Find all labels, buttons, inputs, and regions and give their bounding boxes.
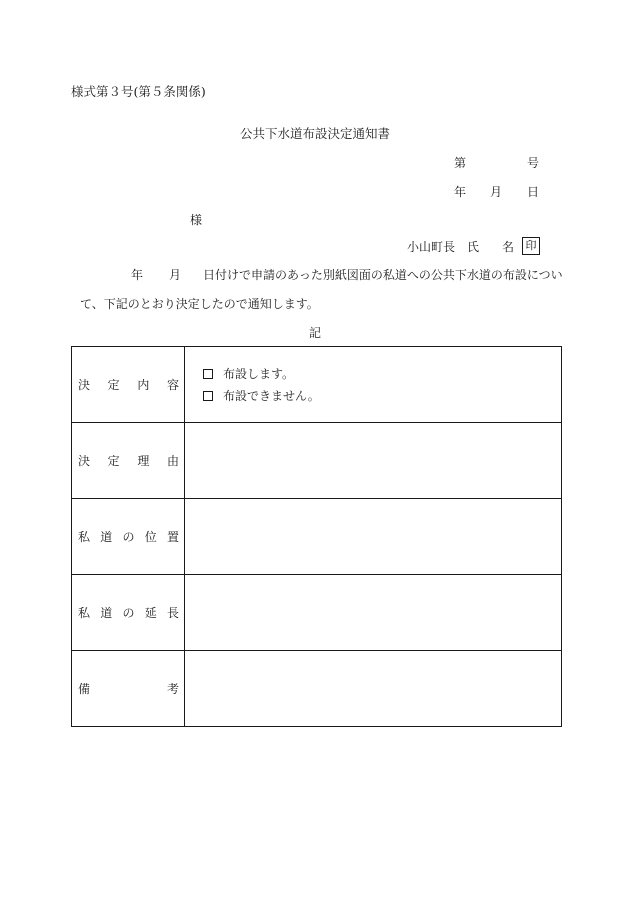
location-value-cell[interactable] [185,499,562,575]
label-char: 延 [144,606,157,620]
number-prefix: 第 [454,156,467,170]
row-label-location [72,499,185,575]
issuer-title: 小山町長 氏 [407,240,480,254]
label-char: 定 [107,454,120,468]
label-char: 決 [78,378,91,392]
table-row-remarks [72,651,562,727]
label-char: 定 [107,378,120,392]
detail-table [71,346,562,727]
label-char: 容 [166,378,179,392]
label-char: 位 [144,530,157,544]
label-char: 長 [166,606,179,620]
row-label-length [72,575,185,651]
label-char: 私 [78,606,91,620]
decision-value-cell [185,347,562,423]
row-label-reason [72,423,185,499]
label-char: の [122,606,135,620]
table-row-length [72,575,562,651]
length-value-cell[interactable] [185,575,562,651]
remarks-value-cell[interactable] [185,651,562,727]
issuer-name-label: 名 [502,240,515,254]
ki-heading: 記 [308,326,321,340]
body-month-label: 月 [169,268,182,282]
row-label-remarks [72,651,185,727]
label-char: 内 [137,378,150,392]
body-text-line2: て、下記のとおり決定したので通知します。 [80,297,319,311]
table-row-reason [72,423,562,499]
date-month-label: 月 [490,185,503,199]
label-char: 置 [166,530,179,544]
label-char: 決 [78,454,91,468]
label-char: 備 [78,682,91,696]
option-lay[interactable] [185,363,561,385]
row-label-decision [72,347,185,423]
table-row-decision [72,347,562,423]
body-year-label: 年 [131,268,144,282]
table-row-location [72,499,562,575]
option-lay-label: 布設します。 [223,366,295,381]
label-char: 由 [166,454,179,468]
seal-mark: 印 [522,237,540,255]
body-text-line1: 日付けで申請のあった別紙図面の私道への公共下水道の布設につい [203,268,563,282]
label-char: の [122,530,135,544]
option-not-lay[interactable] [185,385,561,407]
label-char: 私 [78,530,91,544]
checkbox-icon[interactable] [203,369,213,379]
number-suffix: 号 [527,156,540,170]
reason-value-cell[interactable] [185,423,562,499]
label-char: 道 [100,530,113,544]
addressee-honorific: 様 [190,213,203,227]
option-not-lay-label: 布設できません。 [223,388,320,403]
document-title: 公共下水道布設決定通知書 [239,126,390,141]
date-day-label: 日 [527,185,540,199]
form-number: 様式第３号(第５条関係) [71,84,206,99]
checkbox-icon[interactable] [203,391,213,401]
label-char: 道 [100,606,113,620]
date-year-label: 年 [454,185,467,199]
label-char: 理 [137,454,150,468]
label-char: 考 [166,682,179,696]
